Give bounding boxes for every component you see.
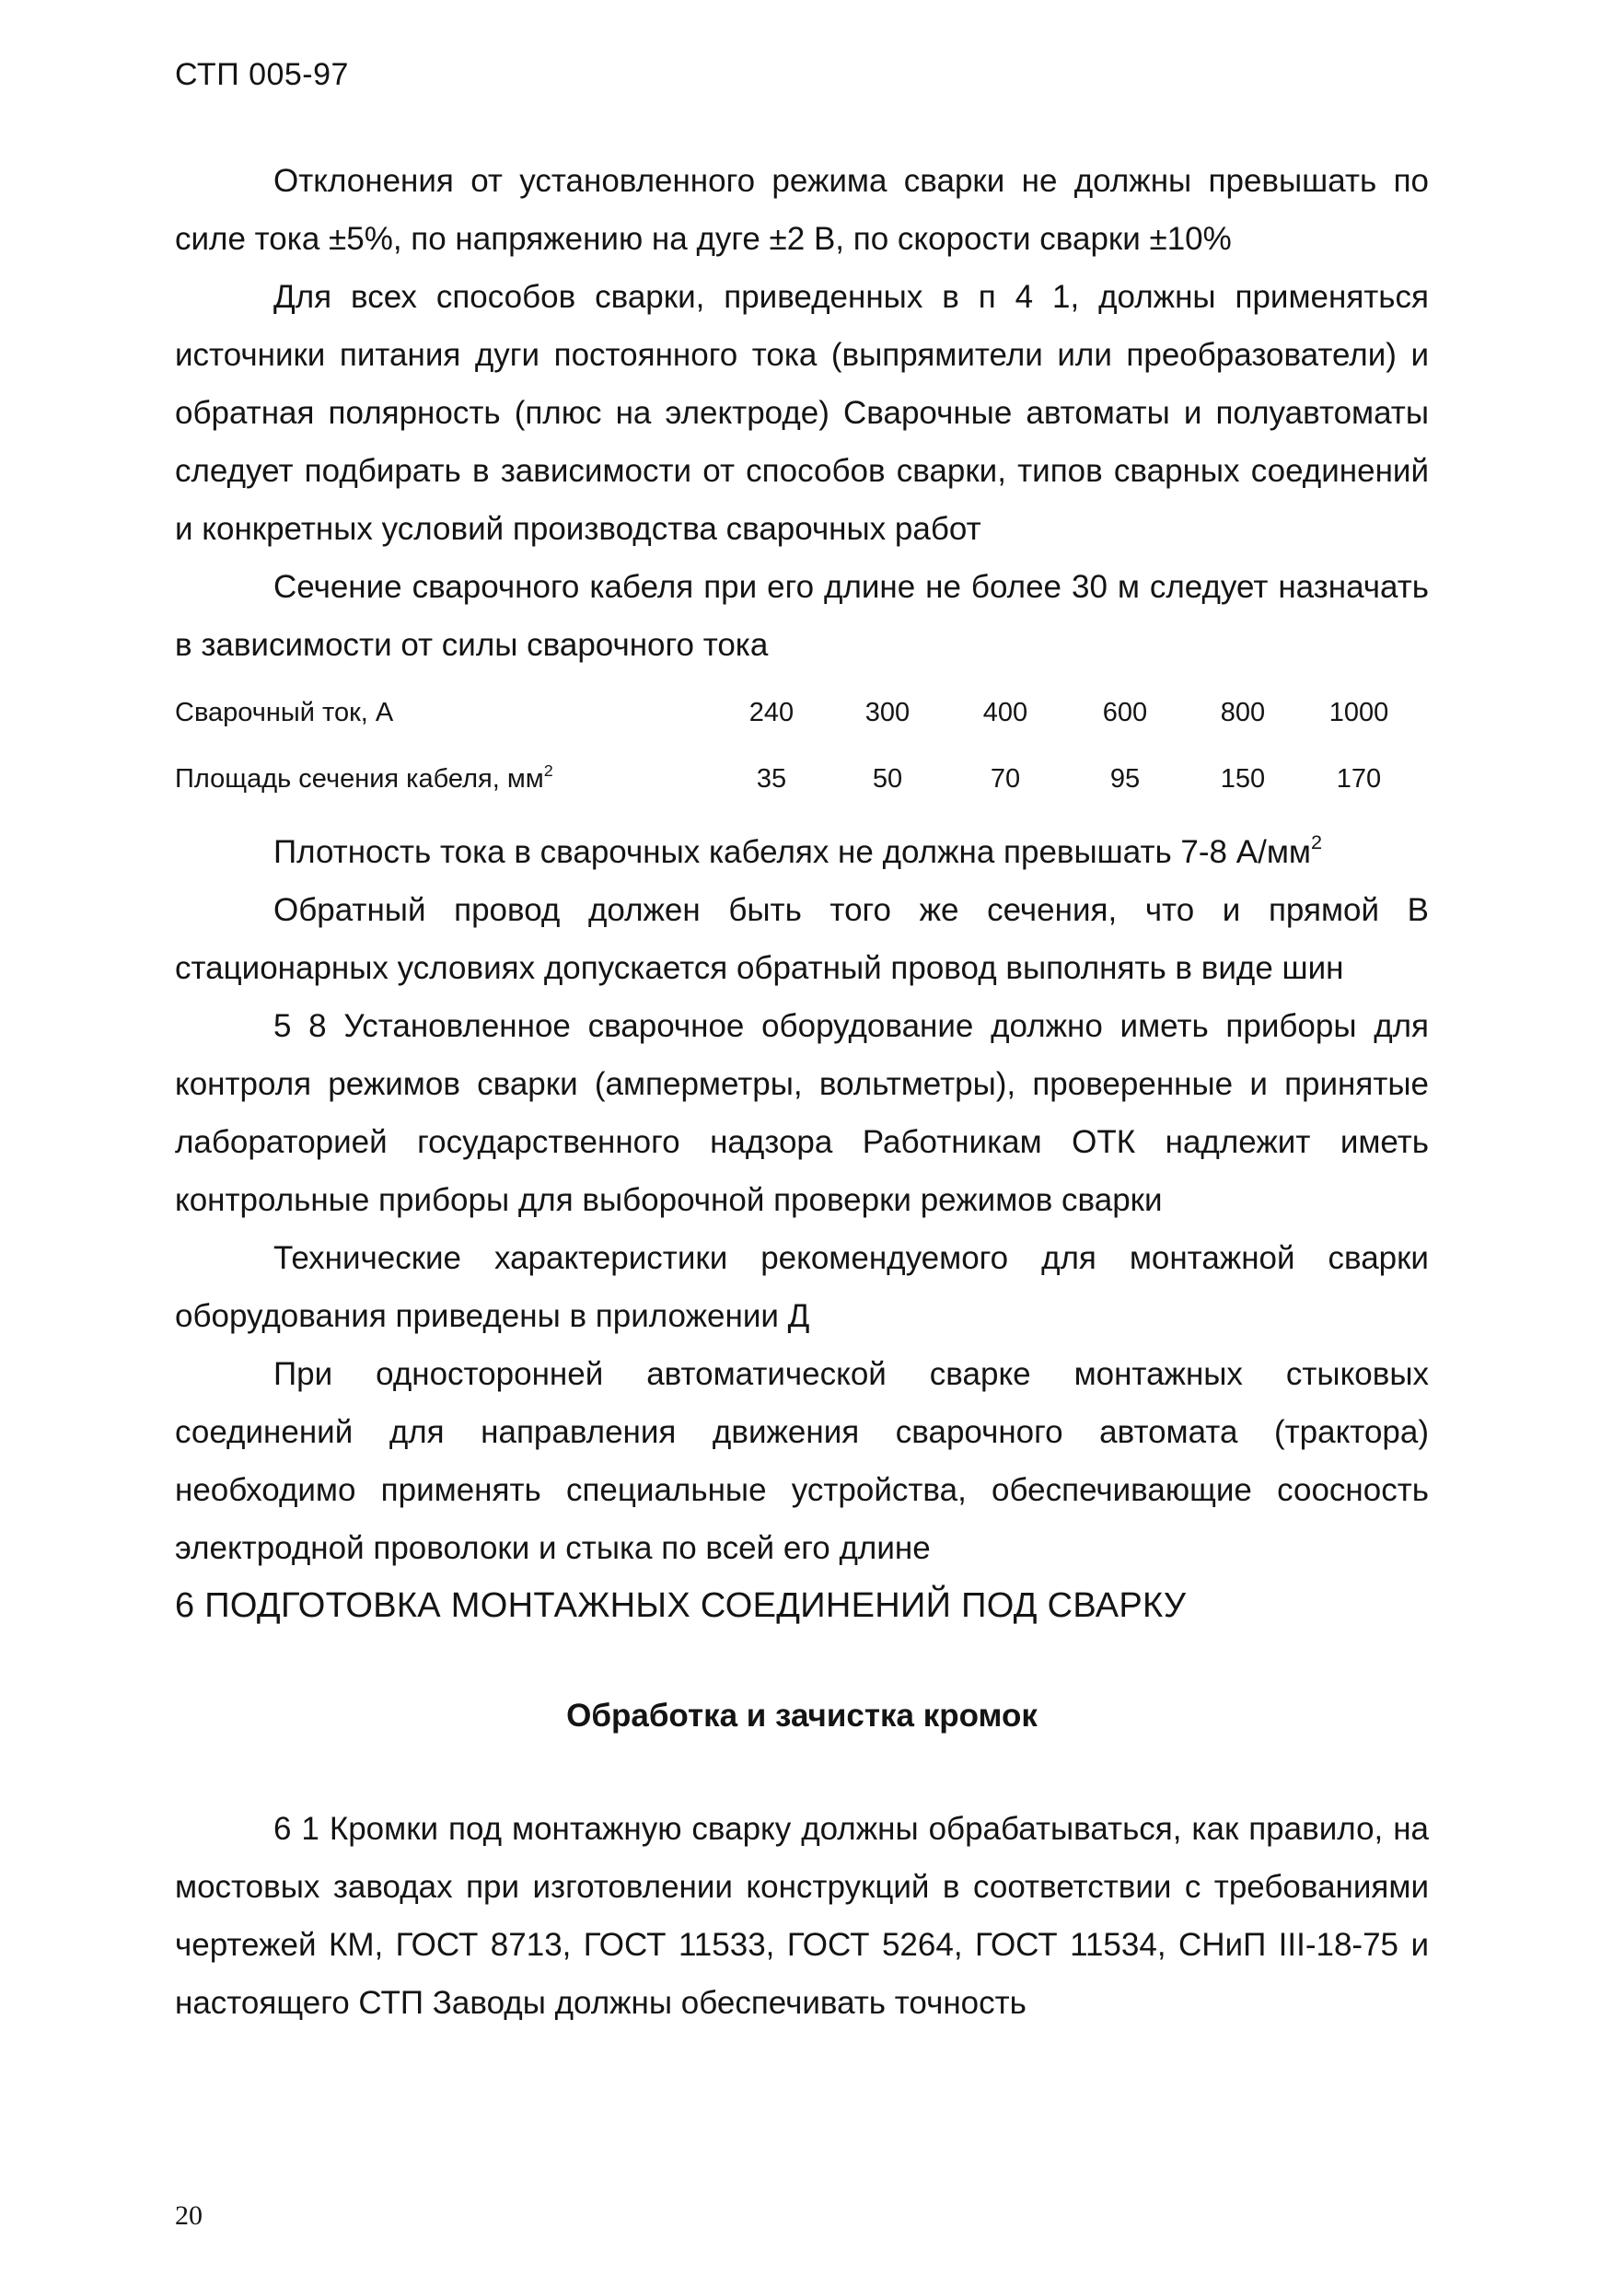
current-density-text: Плотность тока в сварочных кабелях не должна превышать 7-8 А/мм (273, 834, 1311, 870)
table-cell: 800 (1220, 698, 1266, 727)
table-cell: 300 (864, 698, 911, 727)
table-cell: 1000 (1328, 698, 1389, 727)
paragraph-current-density (175, 823, 1429, 881)
table-cell: 400 (982, 698, 1028, 727)
superscript: 2 (543, 760, 553, 780)
table-cell: 95 (1109, 764, 1141, 794)
row-label-cross-section (175, 746, 553, 812)
paragraph-cable-section: Сечение сварочного кабеля при его длине не более 30 м следует назначать в зависимости от силы сварочного тока (175, 569, 1429, 663)
subsection-heading: Обработка и зачистка кромок (566, 1698, 1038, 1734)
table-cell: 240 (748, 698, 795, 727)
table-cell: 35 (756, 764, 787, 794)
paragraph-tech-specs: Технические характеристики рекомендуемого для монтажной сварки оборудования приведены в приложении Д (175, 1240, 1429, 1334)
table-cell: 70 (990, 764, 1021, 794)
cable-table (175, 679, 1429, 812)
table-row-current (175, 679, 1429, 746)
table-cell: 170 (1336, 764, 1382, 794)
row-label-current: Сварочный ток, А (175, 698, 394, 727)
section-heading: 6 ПОДГОТОВКА МОНТАЖНЫХ СОЕДИНЕНИЙ ПОД СВАРКУ (175, 1586, 1187, 1625)
table-cell: 50 (872, 764, 903, 794)
page-number: 20 (175, 2200, 203, 2231)
paragraph-instruments: 5 8 Установленное сварочное оборудование должно иметь приборы для контроля режимов сварки (амперметры, вольтметры), проверенные и принятые лабораторией государственного надзора Работникам ОТК надлежит иметь контрольные приборы для выборочной проверки режимов сварки (175, 1008, 1429, 1218)
body-text (175, 152, 1429, 2032)
table-cell: 600 (1102, 698, 1148, 727)
superscript: 2 (1310, 830, 1323, 854)
document-code: СТП 005-97 (175, 57, 349, 92)
row-label-text: Площадь сечения кабеля, мм (175, 764, 544, 794)
paragraph-edge-processing: 6 1 Кромки под монтажную сварку должны обрабатываться, как правило, на мостовых заводах при изготовлении конструкций в соответствии с требованиями чертежей КМ, ГОСТ 8713, ГОСТ 11533, ГОСТ 5264, ГОСТ 11534, СНиП III-18-75 и настоящего СТП Заводы должны обеспечивать точность (175, 1811, 1429, 2021)
table-row-cross-section (175, 746, 1429, 812)
paragraph-return-wire: Обратный провод должен быть того же сечения, что и прямой В стационарных условиях допускается обратный провод выполнять в виде шин (175, 892, 1429, 986)
paragraph-power-sources: Для всех способов сварки, приведенных в п 4 1, должны применяться источники питания дуги постоянного тока (выпрямители или преобразователи) и обратная полярность (плюс на электроде) Сварочные автоматы и полуавтоматы следует подбирать в зависимости от способов сварки, типов сварных соединений и конкретных условий производства сварочных работ (175, 279, 1429, 547)
paragraph-one-sided-welding: При односторонней автоматической сварке монтажных стыковых соединений для направления движения сварочного автомата (трактора) необходимо применять специальные устройства, обеспечивающие соосность электродной проволоки и стыка по всей его длине (175, 1356, 1429, 1566)
table-cell: 150 (1220, 764, 1266, 794)
paragraph-tolerance: Отклонения от установленного режима сварки не должны превышать по силе тока ±5%, по напряжению на дуге ±2 В, по скорости сварки ±10% (175, 163, 1429, 257)
